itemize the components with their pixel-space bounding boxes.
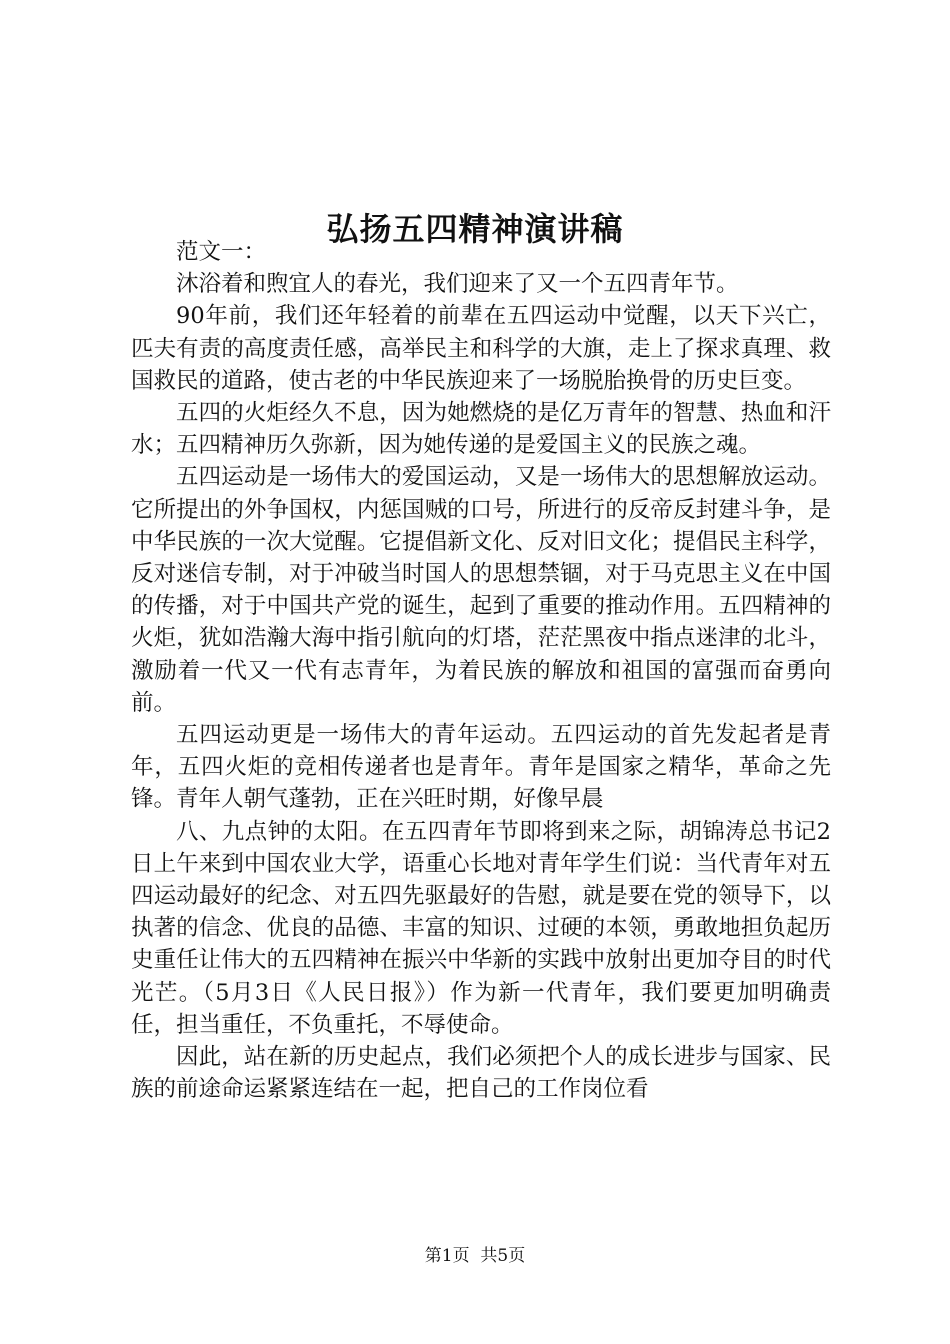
page-number: 第1页 xyxy=(424,1246,470,1266)
document-body xyxy=(131,236,831,1105)
paragraph: 90年前，我们还年轻着的前辈在五四运动中觉醒，以天下兴亡，匹夫有责的高度责任感，高举民主和科学的大旗，走上了探求真理、救国救民的道路，使古老的中华民族迎来了一场脱胎换骨的历史巨变。 xyxy=(131,303,831,394)
document-title: 弘扬五四精神演讲稿 xyxy=(326,210,624,249)
paragraph: 八、九点钟的太阳。在五四青年节即将到来之际，胡锦涛总书记2日上午来到中国农业大学，语重心长地对青年学生们说：当代青年对五四运动最好的纪念、对五四先驱最好的告慰，就是要在党的领导下，以执著的信念、优良的品德、丰富的知识、过硬的本领，勇敢地担负起历史重任让伟大的五四精神在振兴中华新的实践中放射出更加夺目的时代光芒。（5月3日《人民日报》）作为新一代青年，我们要更加明确责任，担当重任，不负重托，不辱使命。 xyxy=(131,818,831,1038)
page-footer xyxy=(0,1245,950,1267)
paragraph: 五四运动是一场伟大的爱国运动，又是一场伟大的思想解放运动。它所提出的外争国权，内惩国贼的口号，所进行的反帝反封建斗争，是中华民族的一次大觉醒。它提倡新文化、反对旧文化；提倡民主科学，反对迷信专制，对于冲破当时国人的思想禁锢，对于马克思主义在中国的传播，对于中国共产党的诞生，起到了重要的推动作用。五四精神的火炬，犹如浩瀚大海中指引航向的灯塔，茫茫黑夜中指点迷津的北斗，激励着一代又一代有志青年，为着民族的解放和祖国的富强而奋勇向前。 xyxy=(131,464,831,716)
paragraph: 五四运动更是一场伟大的青年运动。五四运动的首先发起者是青年，五四火炬的竞相传递者也是青年。青年是国家之精华，革命之先锋。青年人朝气蓬勃，正在兴旺时期，好像早晨 xyxy=(131,722,831,813)
page-total: 共5页 xyxy=(480,1246,526,1266)
paragraph: 五四的火炬经久不息，因为她燃烧的是亿万青年的智慧、热血和汗水；五四精神历久弥新，因为她传递的是爱国主义的民族之魂。 xyxy=(131,400,831,459)
paragraph: 沐浴着和煦宜人的春光，我们迎来了又一个五四青年节。 xyxy=(176,271,739,298)
paragraph: 范文一： xyxy=(176,239,267,265)
paragraph: 因此，站在新的历史起点，我们必须把个人的成长进步与国家、民族的前途命运紧紧连结在一起，把自己的工作岗位看 xyxy=(131,1044,831,1103)
